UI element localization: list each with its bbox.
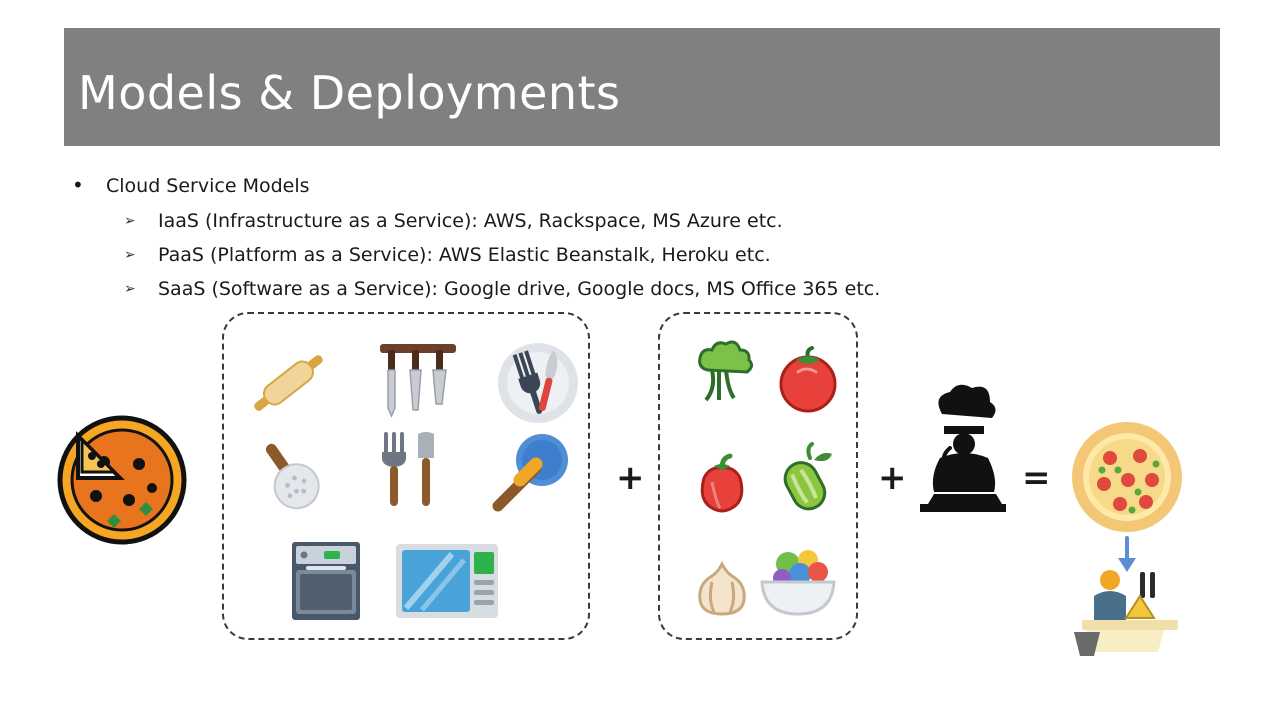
page-title: Models & Deployments xyxy=(78,66,621,120)
microwave-icon xyxy=(392,538,502,624)
plus-operator: + xyxy=(878,458,907,498)
pizza-slices-icon xyxy=(34,392,194,552)
oven-icon xyxy=(280,532,372,624)
plus-operator: + xyxy=(616,458,645,498)
bullet-item: • Cloud Service Models xyxy=(68,172,1168,200)
analogy-diagram xyxy=(0,300,1280,700)
bullet-item: ➢ PaaS (Platform as a Service): AWS Elastic Beanstalk, Heroku etc. xyxy=(68,240,1168,271)
vegetable-bowl-icon xyxy=(752,542,844,626)
bell-pepper-icon xyxy=(682,442,762,522)
bullet-item: ➢ IaaS (Infrastructure as a Service): AWS, Rackspace, MS Azure etc. xyxy=(68,206,1168,237)
equals-operator: = xyxy=(1022,458,1051,498)
plate-cutlery-icon xyxy=(488,338,588,428)
garlic-icon xyxy=(682,548,762,628)
person-eating-icon xyxy=(1072,562,1184,658)
finished-pizza-icon xyxy=(1068,418,1186,536)
chef-cooking-icon xyxy=(904,390,1020,530)
zucchini-icon xyxy=(764,440,844,520)
tomato-icon xyxy=(768,340,848,420)
broccoli-icon xyxy=(682,340,762,420)
pizza-peel-icon xyxy=(240,430,340,520)
bullet-item: ➢ SaaS (Software as a Service): Google drive, Google docs, MS Office 365 etc. xyxy=(68,274,1168,305)
knife-rack-icon xyxy=(368,336,468,426)
rolling-pin-icon xyxy=(240,340,340,430)
bullet-list xyxy=(68,172,1168,308)
fork-and-spatula-icon xyxy=(356,428,456,518)
pizza-cutter-icon xyxy=(484,428,584,518)
